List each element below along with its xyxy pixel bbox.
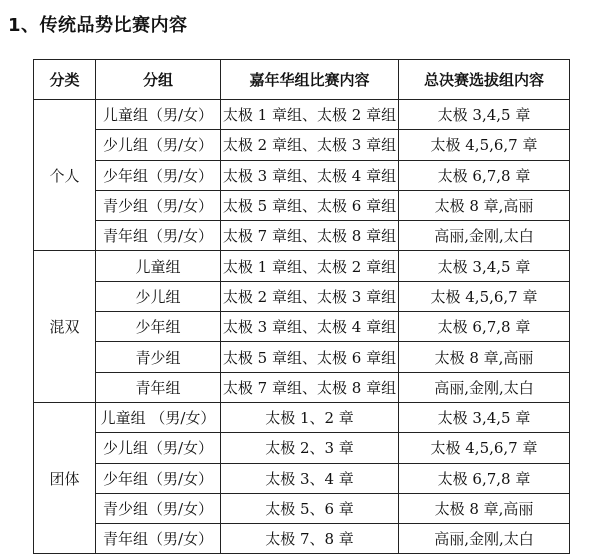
header-group: 分组 <box>96 60 221 100</box>
carnival-content-cell: 太极 3、4 章 <box>221 463 399 493</box>
carnival-content-cell: 太极 2、3 章 <box>221 433 399 463</box>
group-cell: 少年组（男/女） <box>96 160 221 190</box>
group-cell: 青年组（男/女） <box>96 524 221 554</box>
group-cell: 青少组 <box>96 342 221 372</box>
table-row <box>34 342 570 372</box>
table-header-row <box>34 60 570 100</box>
group-cell: 青少组（男/女） <box>96 493 221 523</box>
finals-content-cell: 太极 6,7,8 章 <box>399 160 570 190</box>
finals-content-cell: 太极 8 章,高丽 <box>399 190 570 220</box>
group-cell: 青年组（男/女） <box>96 221 221 251</box>
table-row <box>34 100 570 130</box>
carnival-content-cell: 太极 3 章组、太极 4 章组 <box>221 312 399 342</box>
table-row <box>34 433 570 463</box>
carnival-content-cell: 太极 2 章组、太极 3 章组 <box>221 281 399 311</box>
carnival-content-cell: 太极 3 章组、太极 4 章组 <box>221 160 399 190</box>
group-cell: 少儿组（男/女） <box>96 130 221 160</box>
finals-content-cell: 高丽,金刚,太白 <box>399 524 570 554</box>
carnival-content-cell: 太极 5 章组、太极 6 章组 <box>221 342 399 372</box>
finals-content-cell: 太极 3,4,5 章 <box>399 251 570 281</box>
table-row <box>34 524 570 554</box>
finals-content-cell: 太极 4,5,6,7 章 <box>399 433 570 463</box>
table-row <box>34 221 570 251</box>
table-row <box>34 463 570 493</box>
finals-content-cell: 太极 6,7,8 章 <box>399 312 570 342</box>
header-carnival-content: 嘉年华组比赛内容 <box>221 60 399 100</box>
finals-content-cell: 太极 6,7,8 章 <box>399 463 570 493</box>
table-row <box>34 160 570 190</box>
section-title: 1、传统品势比赛内容 <box>8 15 188 36</box>
carnival-content-cell: 太极 1 章组、太极 2 章组 <box>221 251 399 281</box>
group-cell: 儿童组（男/女） <box>96 100 221 130</box>
group-cell: 青年组 <box>96 372 221 402</box>
finals-content-cell: 太极 8 章,高丽 <box>399 342 570 372</box>
competition-table <box>33 59 570 554</box>
group-cell: 儿童组 （男/女） <box>96 402 221 432</box>
category-cell: 混双 <box>34 251 96 402</box>
table-row <box>34 130 570 160</box>
group-cell: 少年组 <box>96 312 221 342</box>
table-row <box>34 402 570 432</box>
carnival-content-cell: 太极 1、2 章 <box>221 402 399 432</box>
table-row <box>34 372 570 402</box>
finals-content-cell: 太极 4,5,6,7 章 <box>399 130 570 160</box>
carnival-content-cell: 太极 5 章组、太极 6 章组 <box>221 190 399 220</box>
group-cell: 青少组（男/女） <box>96 190 221 220</box>
header-finals-content: 总决赛选拔组内容 <box>399 60 570 100</box>
finals-content-cell: 太极 4,5,6,7 章 <box>399 281 570 311</box>
carnival-content-cell: 太极 1 章组、太极 2 章组 <box>221 100 399 130</box>
carnival-content-cell: 太极 7 章组、太极 8 章组 <box>221 372 399 402</box>
carnival-content-cell: 太极 2 章组、太极 3 章组 <box>221 130 399 160</box>
finals-content-cell: 高丽,金刚,太白 <box>399 372 570 402</box>
table-row <box>34 190 570 220</box>
table-row <box>34 493 570 523</box>
finals-content-cell: 太极 8 章,高丽 <box>399 493 570 523</box>
finals-content-cell: 太极 3,4,5 章 <box>399 402 570 432</box>
table-row <box>34 281 570 311</box>
finals-content-cell: 高丽,金刚,太白 <box>399 221 570 251</box>
category-cell: 个人 <box>34 100 96 251</box>
finals-content-cell: 太极 3,4,5 章 <box>399 100 570 130</box>
table-row <box>34 251 570 281</box>
group-cell: 少儿组 <box>96 281 221 311</box>
carnival-content-cell: 太极 5、6 章 <box>221 493 399 523</box>
group-cell: 儿童组 <box>96 251 221 281</box>
category-cell: 团体 <box>34 402 96 553</box>
header-category: 分类 <box>34 60 96 100</box>
carnival-content-cell: 太极 7、8 章 <box>221 524 399 554</box>
table-row <box>34 312 570 342</box>
group-cell: 少儿组（男/女） <box>96 433 221 463</box>
carnival-content-cell: 太极 7 章组、太极 8 章组 <box>221 221 399 251</box>
group-cell: 少年组（男/女） <box>96 463 221 493</box>
